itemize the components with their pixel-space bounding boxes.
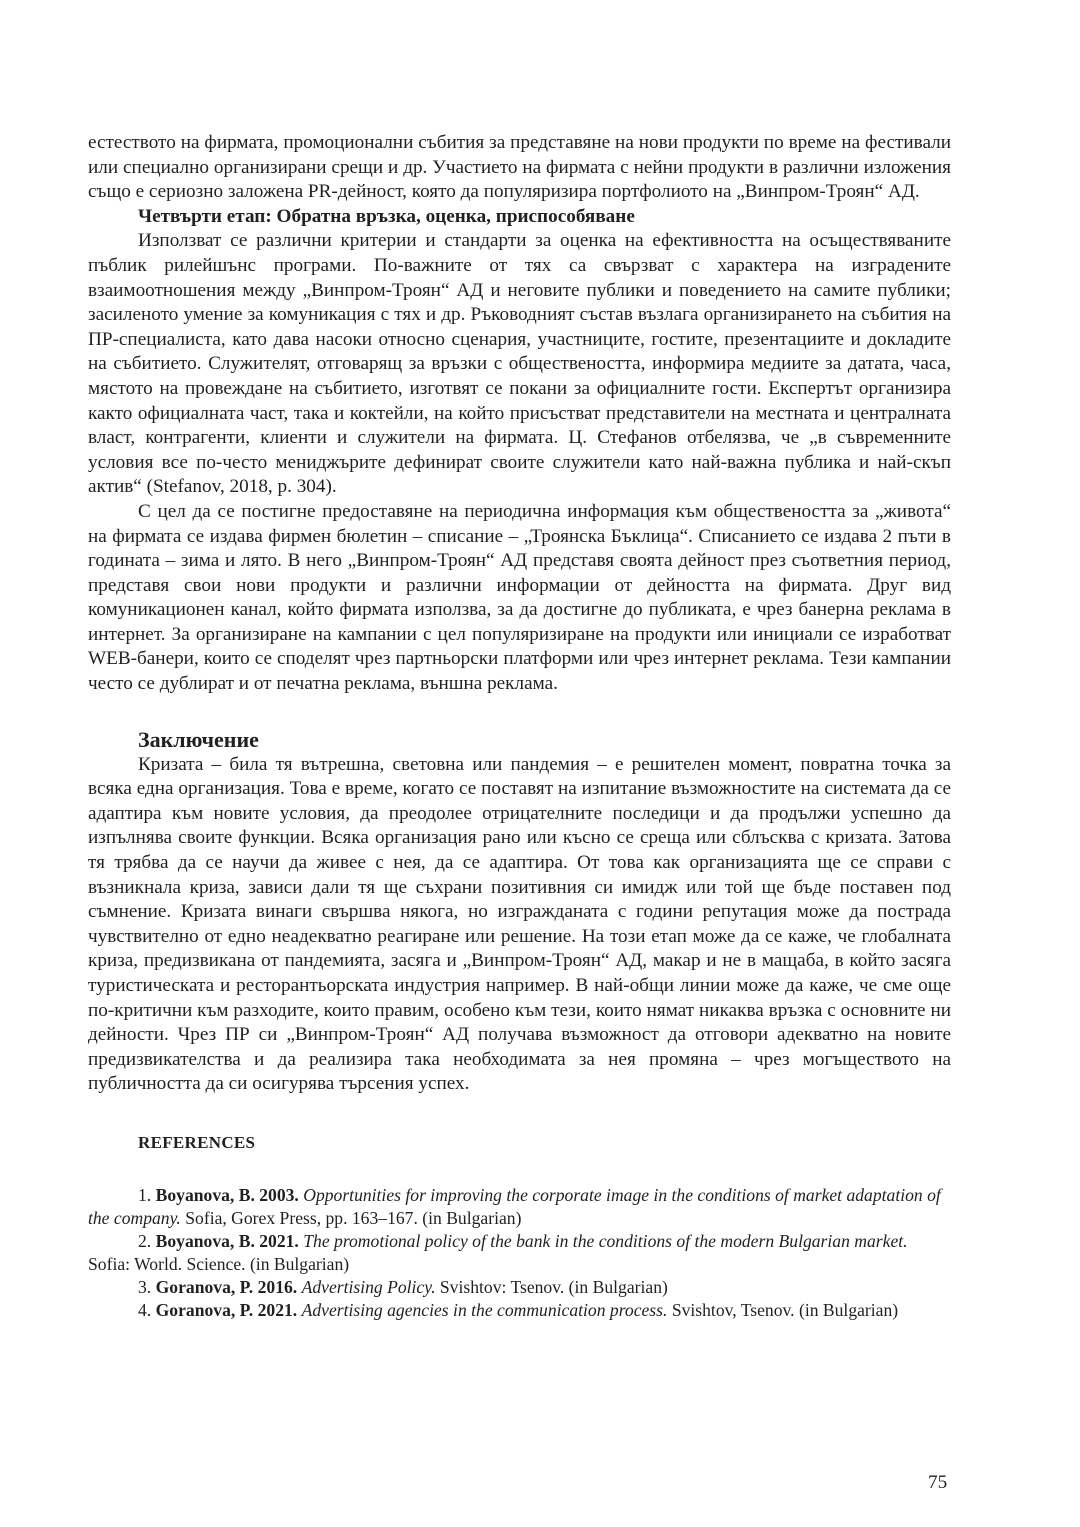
reference-title: Advertising Policy. (301, 1276, 436, 1297)
reference-author: Boyanova, B. 2003. (155, 1184, 299, 1205)
page-body (88, 131, 951, 1322)
reference-number: 1. (138, 1184, 152, 1205)
reference-item (88, 1299, 951, 1322)
reference-item (88, 1276, 951, 1299)
reference-author: Boyanova, B. 2021. (155, 1230, 299, 1251)
reference-item (88, 1184, 951, 1230)
reference-publisher: Svishtov: Tsenov. (in Bulgarian) (439, 1276, 668, 1297)
reference-number: 3. (138, 1276, 152, 1297)
reference-title: The promotional policy of the bank in the conditions of the modern Bulgarian market. (303, 1230, 908, 1251)
reference-number: 2. (138, 1230, 152, 1251)
page-number: 75 (928, 1472, 948, 1493)
conclusion-paragraph: Кризата – била тя вътрешна, световна или пандемия – е решителен момент, повратна точка за всяка една организация. Това е време, когато се поставят на изпитание възможностите на системата да се адаптира към новите условия, да преодолее отрицателните последици и да продължи успешно да изпълнява своите функции. Всяка организация рано или късно се среща или сблъсква с кризата. Затова тя трябва да се научи да живее с нея, да се адаптира. От това как организацията ще се справи с възникнала криза, зависи дали тя ще съхрани позитивния си имидж или той ще бъде поставен под съмнение. Кризата винаги свършва някога, но изгражданата с години репутация може да пострада чувствително от едно неадекватно реагиране или решение. На този етап може да се каже, че глобалната криза, предизвикана от пандемията, засяга и „Винпром-Троян“ АД, макар и не в мащаба, в който засяга туристическата и ресторантьорската индустрия например. В най-общи линии може да каже, че сме още по-критични към разходите, които правим, особено към тези, които нямат никаква връзка с основните ни дейности. Чрез ПР си „Винпром-Троян“ АД получава възможност да отговори адекватно на новите предизвикателства и да реализира така необходимата за нея промяна – чрез могъществото на публичността да си осигурява търсения успех. (88, 753, 951, 1095)
reference-publisher: Sofia: World. Science. (in Bulgarian) (88, 1253, 350, 1274)
conclusion-heading: Заключение (138, 726, 259, 752)
references-list (88, 1184, 951, 1322)
reference-author: Goranova, P. 2021. (155, 1299, 298, 1320)
stage-four-heading: Четвърти етап: Обратна връзка, оценка, приспособяване (138, 205, 635, 227)
reference-number: 4. (138, 1299, 152, 1320)
reference-title: Advertising agencies in the communication process. (301, 1299, 668, 1320)
paragraph-pr-events-continued: естеството на фирмата, промоционални събития за представяне на нови продукти по време на фестивали или специално организирани срещи и др. Участието на фирмата с нейни продукти в различни изложения също е сериозно заложена PR-дейност, която да популяризира портфолиото на „Винпром-Троян“ АД. (88, 132, 951, 203)
reference-author: Goranova, P. 2016. (155, 1276, 298, 1297)
reference-publisher: Svishtov, Tsenov. (in Bulgarian) (671, 1299, 899, 1320)
reference-title: Opportunities for improving the corporate image in the conditions of market adaptation of the company. (88, 1184, 941, 1228)
references-heading: REFERENCES (138, 1132, 256, 1152)
reference-publisher: Sofia, Gorex Press, pp. 163–167. (in Bulgarian) (185, 1207, 522, 1228)
paragraph-evaluation: Използват се различни критерии и стандарти за оценка на ефективността на осъществяваните пъблик рилейшънс програми. По-важните от тях са свързват с характера на изградените взаимоотношения между „Винпром-Троян“ АД и неговите публики и поведението на самите публики; засиленото умение за комуникация с тях и др. Ръководният състав възлага организирането на събития на ПР-специалиста, като дава насоки относно сценария, участниците, гостите, презентациите и докладите на събитието. Служителят, отговарящ за връзки с обществеността, информира медиите за датата, часа, мястото на провеждане на събитието, изготвят се покани за официалните гости. Експертът организира както официалната част, така и коктейли, на който присъстват представители на местната и централната власт, контрагенти, клиенти и служители на фирмата. Ц. Стефанов отбелязва, че „в съвременните условия все по-често мениджърите дефинират своите служители като най-важна публика и най-скъп актив“ (Stefanov, 2018, p. 304). (88, 230, 951, 498)
paragraph-company-bulletin: С цел да се постигне предоставяне на периодична информация към обществеността за „живота“ на фирмата се издава фирмен бюлетин – списание – „Троянска Бъклица“. Списанието се издава 2 пъти в годината – зима и лято. В него „Винпром-Троян“ АД представя своята дейност през съответния период, представя свои нови продукти и различни информации от дейността на фирмата. Друг вид комуникационен канал, който фирмата използва, за да достигне до публиката, е чрез банерна реклама в интернет. За организиране на кампании с цел популяризиране на продукти или инициали се изработват WEB-банери, които се споделят чрез партньорски платформи или чрез интернет реклама. Тези кампании често се дублират и от печатна реклама, външна реклама. (88, 500, 951, 695)
reference-item (88, 1230, 951, 1276)
